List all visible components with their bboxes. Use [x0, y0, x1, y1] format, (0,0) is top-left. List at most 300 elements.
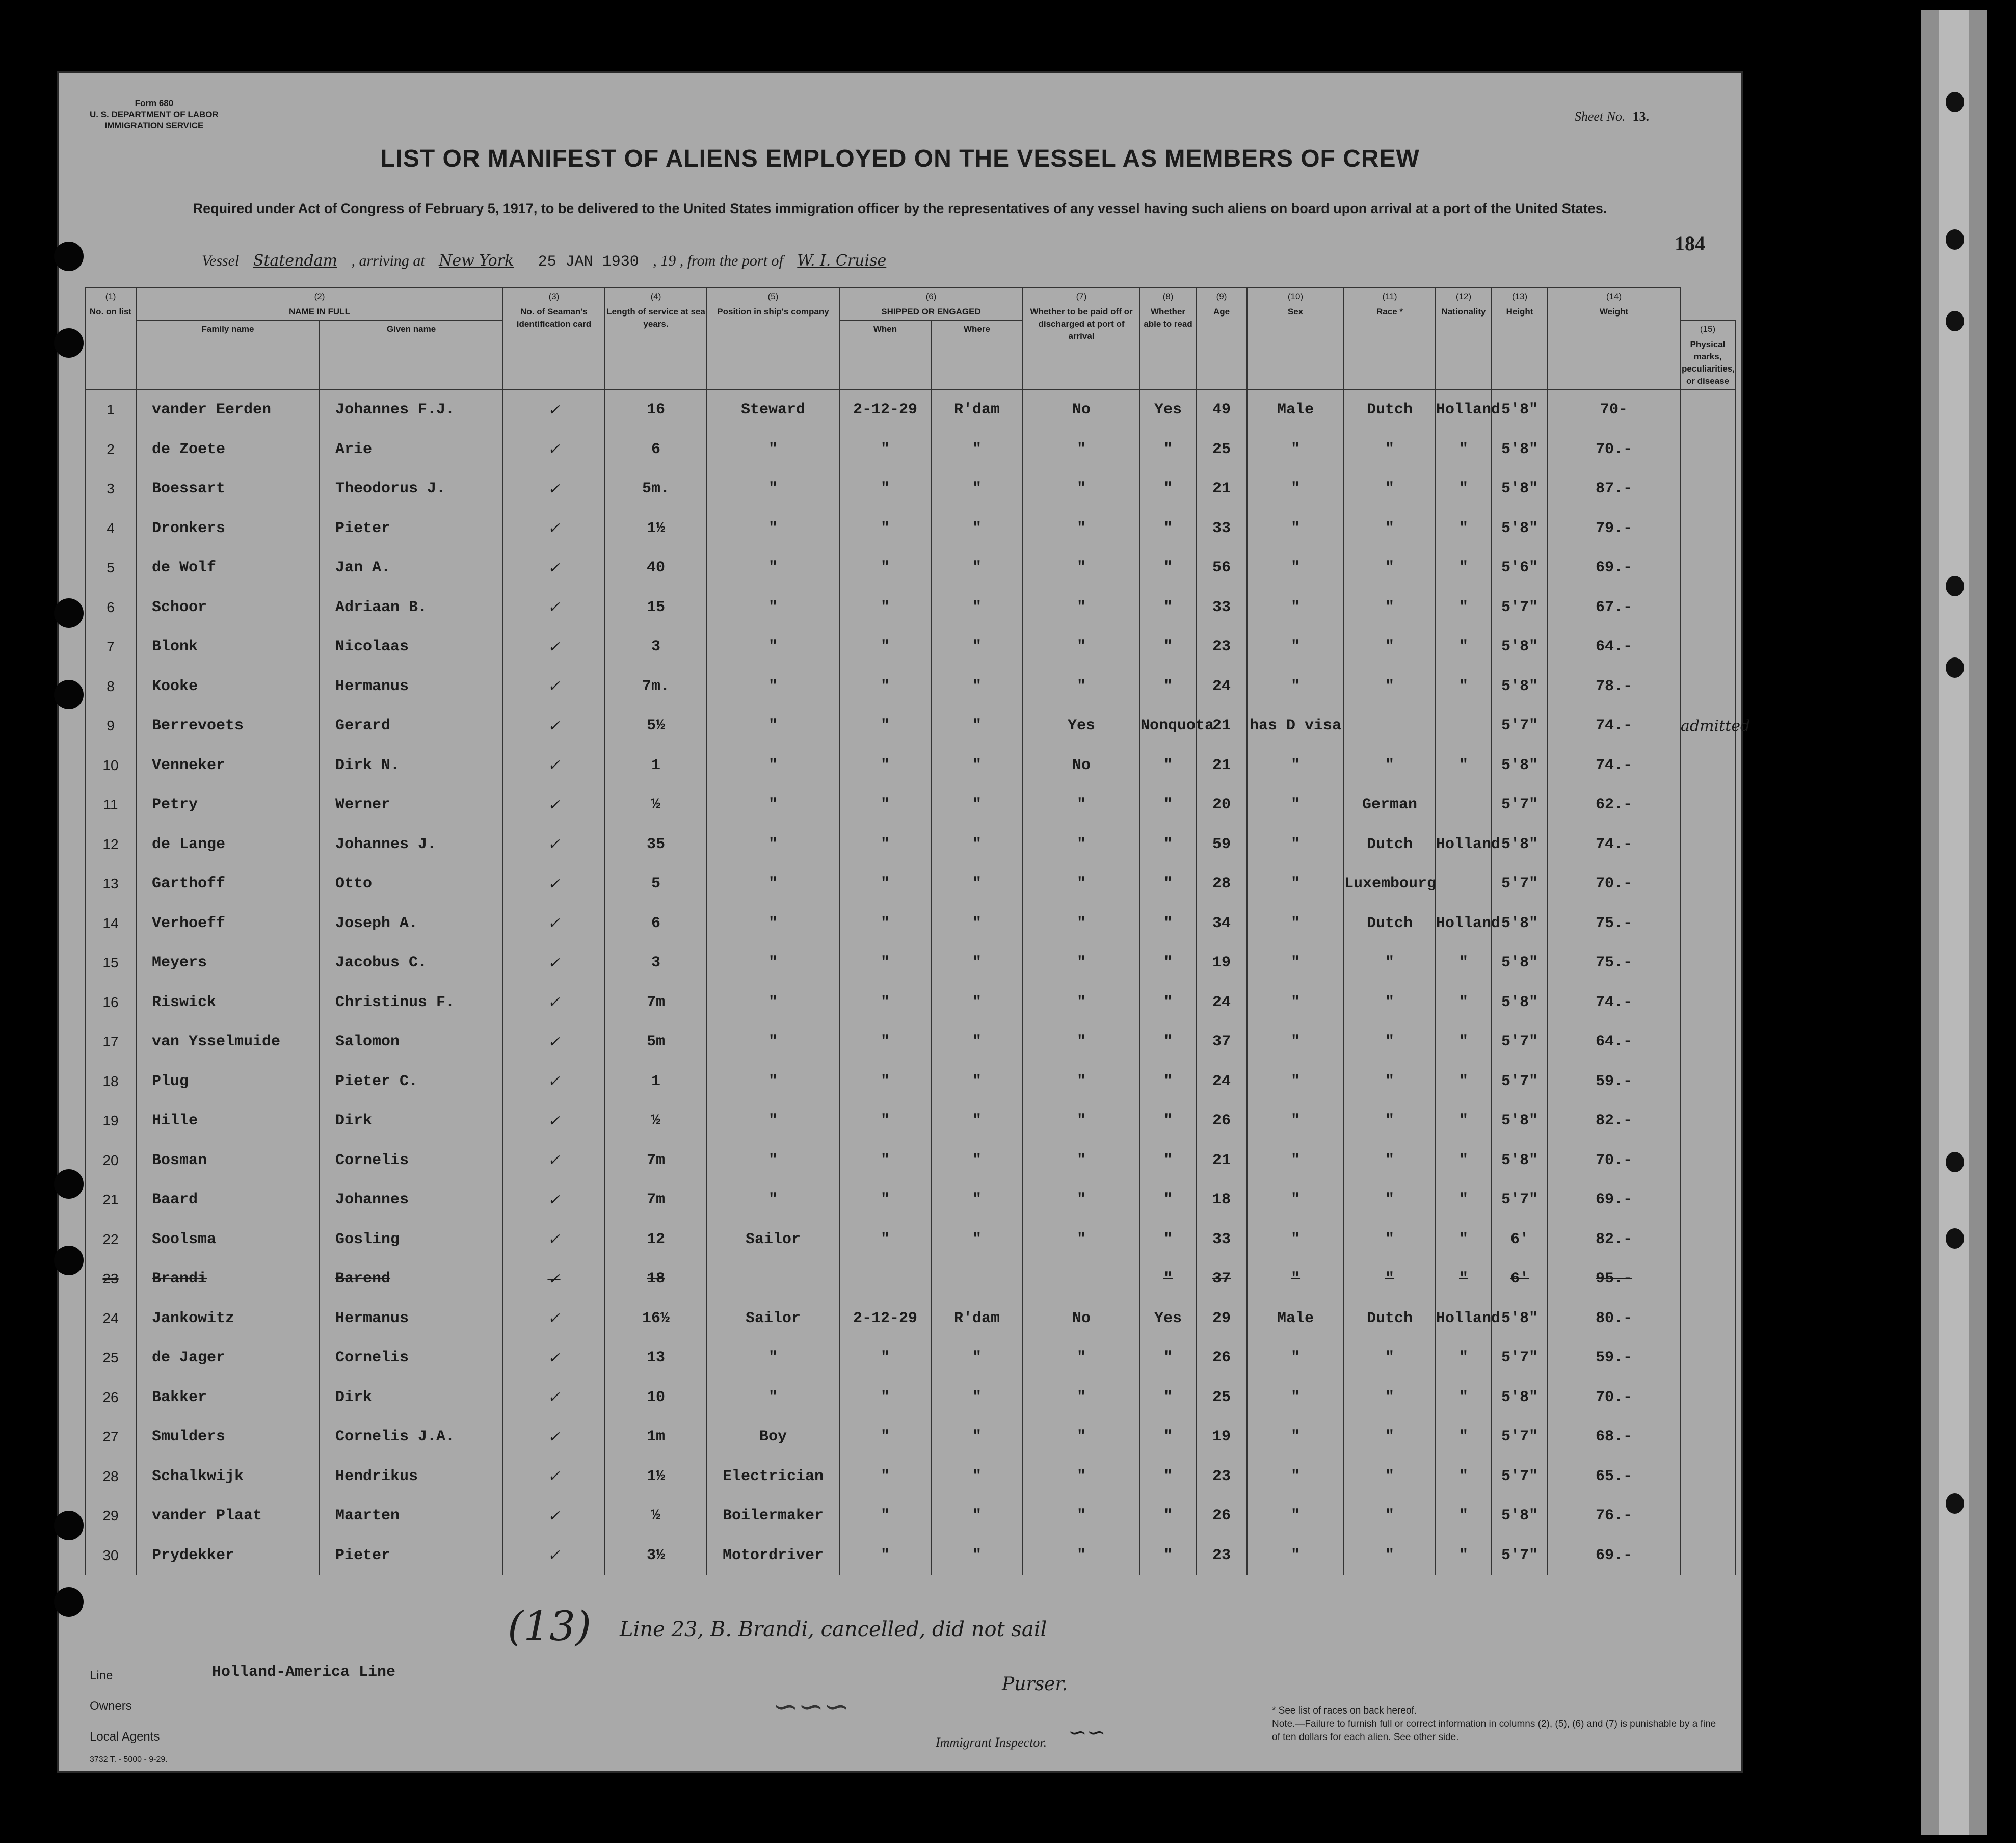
row-number-cell: 22	[85, 1220, 136, 1259]
family-name-cell: Plug	[136, 1062, 320, 1101]
shipped-where-cell: "	[931, 1457, 1023, 1496]
row-number-cell: 6	[85, 588, 136, 627]
row-number-cell: 7	[85, 627, 136, 667]
given-name-cell: Gerard	[320, 706, 503, 746]
page-subtitle: Required under Act of Congress of February 5, 1917, to be delivered to the United States immigration officer by the representatives of any vessel having such aliens on board upon arrival at a port of the United States.	[193, 201, 1607, 216]
table-row	[85, 904, 1735, 943]
shipped-where-cell: "	[931, 588, 1023, 627]
shipped-when-cell: "	[839, 1417, 931, 1457]
family-name-cell: Schoor	[136, 588, 320, 627]
id-card-check-cell: ✓	[503, 390, 605, 430]
nationality-cell: "	[1436, 588, 1492, 627]
physical-marks-cell	[1680, 864, 1735, 904]
binder-hole	[1946, 92, 1964, 112]
id-card-check-cell: ✓	[503, 983, 605, 1022]
age-cell: 28	[1196, 864, 1247, 904]
paid-off-cell: "	[1023, 1141, 1140, 1180]
table-row	[85, 785, 1735, 825]
col-shipped-header: (6) SHIPPED OR ENGAGED	[839, 288, 1023, 321]
family-name-cell: van Ysselmuide	[136, 1022, 320, 1062]
nationality-cell: "	[1436, 1338, 1492, 1378]
row-number-cell: 29	[85, 1496, 136, 1536]
sex-cell: "	[1247, 1496, 1344, 1536]
paid-off-cell: "	[1023, 904, 1140, 943]
family-name-cell: de Jager	[136, 1338, 320, 1378]
row-number-cell: 3	[85, 469, 136, 509]
race-cell: "	[1344, 469, 1436, 509]
stamped-page-number: 184	[1675, 232, 1705, 255]
race-cell: "	[1344, 627, 1436, 667]
given-name-cell: Pieter C.	[320, 1062, 503, 1101]
row-number-cell: 11	[85, 785, 136, 825]
position-cell: "	[707, 983, 839, 1022]
physical-marks-cell	[1680, 1101, 1735, 1141]
shipped-when-cell: "	[839, 1496, 931, 1536]
paid-off-cell: "	[1023, 785, 1140, 825]
table-row	[85, 469, 1735, 509]
able-to-read-cell: "	[1140, 1180, 1196, 1220]
position-cell: Motordriver	[707, 1536, 839, 1575]
age-cell: 24	[1196, 667, 1247, 706]
physical-marks-cell	[1680, 430, 1735, 469]
weight-cell: 74.-	[1548, 983, 1680, 1022]
immigrant-inspector-label: Immigrant Inspector.	[936, 1735, 1047, 1750]
id-card-check-cell: ✓	[503, 667, 605, 706]
shipped-where-cell: "	[931, 667, 1023, 706]
given-name-cell: Dirk N.	[320, 746, 503, 785]
age-cell: 21	[1196, 1141, 1247, 1180]
shipped-where-cell: "	[931, 509, 1023, 548]
table-row	[85, 390, 1735, 430]
id-card-check-cell: ✓	[503, 1062, 605, 1101]
table-row	[85, 983, 1735, 1022]
given-name-cell: Nicolaas	[320, 627, 503, 667]
row-number-cell: 9	[85, 706, 136, 746]
table-row	[85, 1496, 1735, 1536]
sex-cell: "	[1247, 1101, 1344, 1141]
col-race-header: (11) Race *	[1344, 288, 1436, 390]
service-length-cell: 1m	[605, 1417, 707, 1457]
race-cell: "	[1344, 1062, 1436, 1101]
manifest-sheet	[57, 71, 1750, 1773]
shipped-where-cell: R'dam	[931, 1299, 1023, 1338]
able-to-read-cell: "	[1140, 1417, 1196, 1457]
shipped-when-cell: "	[839, 509, 931, 548]
table-row	[85, 943, 1735, 983]
weight-cell: 75.-	[1548, 943, 1680, 983]
shipped-where-cell: "	[931, 864, 1023, 904]
table-row	[85, 1299, 1735, 1338]
paid-off-cell: "	[1023, 1536, 1140, 1575]
family-name-cell: Verhoeff	[136, 904, 320, 943]
service-length-cell: 1	[605, 1062, 707, 1101]
height-cell: 5'8"	[1492, 904, 1548, 943]
paid-off-cell: No	[1023, 746, 1140, 785]
physical-marks-cell	[1680, 904, 1735, 943]
service-length-cell: 5m.	[605, 469, 707, 509]
nationality-cell: "	[1436, 1220, 1492, 1259]
family-name-cell: Bakker	[136, 1378, 320, 1417]
weight-cell: 64.-	[1548, 1022, 1680, 1062]
footnote-penalty: Note.—Failure to furnish full or correct information in columns (2), (5), (6) and (7) is punishable by a fine of ten dollars for each alien. See other side.	[1272, 1719, 1716, 1743]
table-row	[85, 1141, 1735, 1180]
shipped-where-cell: "	[931, 430, 1023, 469]
service-length-cell: 7m.	[605, 667, 707, 706]
row-number-cell: 5	[85, 548, 136, 588]
given-name-cell: Salomon	[320, 1022, 503, 1062]
physical-marks-cell	[1680, 1022, 1735, 1062]
row-number-cell: 24	[85, 1299, 136, 1338]
weight-cell: 69.-	[1548, 1180, 1680, 1220]
age-cell: 21	[1196, 706, 1247, 746]
able-to-read-cell: "	[1140, 1536, 1196, 1575]
id-card-check-cell: ✓	[503, 627, 605, 667]
given-name-cell: Cornelis	[320, 1141, 503, 1180]
position-cell: "	[707, 943, 839, 983]
punch-hole	[54, 680, 84, 709]
col-age-header: (9) Age	[1196, 288, 1247, 390]
weight-cell: 64.-	[1548, 627, 1680, 667]
footnotes	[1272, 1704, 1720, 1744]
col-when-header: When	[839, 321, 931, 390]
position-cell: "	[707, 548, 839, 588]
sex-cell: "	[1247, 430, 1344, 469]
id-card-check-cell: ✓	[503, 785, 605, 825]
shipped-when-cell: "	[839, 785, 931, 825]
position-cell: "	[707, 864, 839, 904]
nationality-cell: "	[1436, 1378, 1492, 1417]
family-name-cell: Riswick	[136, 983, 320, 1022]
able-to-read-cell: "	[1140, 548, 1196, 588]
service-length-cell: 12	[605, 1220, 707, 1259]
id-card-check-cell: ✓	[503, 1220, 605, 1259]
service-length-cell: ½	[605, 785, 707, 825]
id-card-check-cell: ✓	[503, 469, 605, 509]
position-cell: "	[707, 825, 839, 864]
age-cell: 19	[1196, 943, 1247, 983]
age-cell: 21	[1196, 746, 1247, 785]
able-to-read-cell: "	[1140, 588, 1196, 627]
nationality-cell: "	[1436, 1417, 1492, 1457]
race-cell: Dutch	[1344, 825, 1436, 864]
race-cell: "	[1344, 983, 1436, 1022]
nationality-cell: "	[1436, 627, 1492, 667]
sex-cell: "	[1247, 1062, 1344, 1101]
position-cell: "	[707, 430, 839, 469]
shipped-when-cell: "	[839, 667, 931, 706]
given-name-cell: Johannes J.	[320, 825, 503, 864]
paid-off-cell: "	[1023, 1496, 1140, 1536]
race-cell: "	[1344, 746, 1436, 785]
service-length-cell: ½	[605, 1496, 707, 1536]
paid-off-cell: "	[1023, 1378, 1140, 1417]
shipped-when-cell: "	[839, 548, 931, 588]
family-name-cell: Boessart	[136, 469, 320, 509]
weight-cell: 70.-	[1548, 864, 1680, 904]
position-cell: "	[707, 469, 839, 509]
paid-off-cell: "	[1023, 1101, 1140, 1141]
service-length-cell: 16	[605, 390, 707, 430]
height-cell: 5'8"	[1492, 746, 1548, 785]
height-cell: 5'7"	[1492, 1180, 1548, 1220]
shipped-where-cell: "	[931, 706, 1023, 746]
physical-marks-cell	[1680, 588, 1735, 627]
nationality-cell: Holland	[1436, 825, 1492, 864]
col-given-name-header: Given name	[320, 321, 503, 390]
age-cell: 23	[1196, 1536, 1247, 1575]
height-cell: 5'7"	[1492, 1022, 1548, 1062]
shipped-when-cell: "	[839, 1378, 931, 1417]
nationality-cell: "	[1436, 1457, 1492, 1496]
shipped-when-cell: "	[839, 469, 931, 509]
position-cell: "	[707, 1141, 839, 1180]
shipped-when-cell: "	[839, 825, 931, 864]
height-cell: 5'7"	[1492, 864, 1548, 904]
paid-off-cell: "	[1023, 588, 1140, 627]
table-row	[85, 1536, 1735, 1575]
paid-off-cell: "	[1023, 627, 1140, 667]
col-id-card-header: (3) No. of Seaman's identification card	[503, 288, 605, 390]
table-row	[85, 825, 1735, 864]
id-card-check-cell: ✓	[503, 746, 605, 785]
binder-hole	[1946, 1493, 1964, 1514]
from-label: , from the port of	[679, 252, 783, 269]
race-cell: "	[1344, 1180, 1436, 1220]
year-label: , 19	[653, 252, 676, 269]
punch-hole	[54, 242, 84, 271]
family-name-cell: Petry	[136, 785, 320, 825]
sex-cell: "	[1247, 825, 1344, 864]
race-cell: "	[1344, 430, 1436, 469]
age-cell: 26	[1196, 1101, 1247, 1141]
service-length-cell: 3	[605, 943, 707, 983]
height-cell: 5'7"	[1492, 1338, 1548, 1378]
position-cell: "	[707, 785, 839, 825]
binder-hole	[1946, 1152, 1964, 1172]
punch-hole	[54, 1169, 84, 1199]
able-to-read-cell: "	[1140, 1457, 1196, 1496]
service-length-cell: 13	[605, 1338, 707, 1378]
shipped-where-cell: "	[931, 1220, 1023, 1259]
physical-marks-cell	[1680, 1338, 1735, 1378]
sex-cell: "	[1247, 469, 1344, 509]
physical-marks-cell	[1680, 1062, 1735, 1101]
sex-cell: Male	[1247, 390, 1344, 430]
shipped-where-cell: "	[931, 548, 1023, 588]
weight-cell: 95.-	[1548, 1259, 1680, 1299]
col-family-name-header: Family name	[136, 321, 320, 390]
race-cell: Dutch	[1344, 1299, 1436, 1338]
paid-off-cell: "	[1023, 864, 1140, 904]
paid-off-cell: "	[1023, 983, 1140, 1022]
able-to-read-cell: "	[1140, 864, 1196, 904]
shipped-where-cell: "	[931, 1378, 1023, 1417]
shipped-where-cell: "	[931, 904, 1023, 943]
nationality-cell: "	[1436, 548, 1492, 588]
sex-cell: "	[1247, 1338, 1344, 1378]
table-row	[85, 1062, 1735, 1101]
sex-cell: "	[1247, 1417, 1344, 1457]
age-cell: 25	[1196, 1378, 1247, 1417]
punch-hole	[54, 1511, 84, 1540]
sex-cell: "	[1247, 1141, 1344, 1180]
age-cell: 33	[1196, 588, 1247, 627]
local-agents-label: Local Agents	[90, 1730, 160, 1744]
col-weight-header: (14) Weight	[1548, 288, 1680, 390]
sex-cell: "	[1247, 1220, 1344, 1259]
id-card-check-cell: ✓	[503, 1496, 605, 1536]
physical-marks-cell	[1680, 825, 1735, 864]
position-cell: Steward	[707, 390, 839, 430]
race-cell: Dutch	[1344, 390, 1436, 430]
sex-cell: "	[1247, 588, 1344, 627]
height-cell: 6'	[1492, 1259, 1548, 1299]
position-cell: "	[707, 1180, 839, 1220]
height-cell: 5'8"	[1492, 1496, 1548, 1536]
paid-off-cell: "	[1023, 1457, 1140, 1496]
race-cell: "	[1344, 1417, 1436, 1457]
family-name-cell: Bosman	[136, 1141, 320, 1180]
height-cell: 5'8"	[1492, 1101, 1548, 1141]
row-number-cell: 18	[85, 1062, 136, 1101]
service-length-cell: 7m	[605, 983, 707, 1022]
family-name-cell: de Lange	[136, 825, 320, 864]
physical-marks-cell	[1680, 627, 1735, 667]
age-cell: 33	[1196, 1220, 1247, 1259]
height-cell: 5'8"	[1492, 1141, 1548, 1180]
shipped-when-cell: "	[839, 430, 931, 469]
family-name-cell: Garthoff	[136, 864, 320, 904]
shipped-when-cell: "	[839, 1101, 931, 1141]
service-length-cell: 1½	[605, 1457, 707, 1496]
table-row	[85, 430, 1735, 469]
table-row	[85, 627, 1735, 667]
family-name-cell: Kooke	[136, 667, 320, 706]
weight-cell: 76.-	[1548, 1496, 1680, 1536]
sex-cell: "	[1247, 904, 1344, 943]
shipped-where-cell: "	[931, 825, 1023, 864]
position-cell: "	[707, 627, 839, 667]
purser-signature: ∽∽∽	[773, 1689, 850, 1725]
table-row	[85, 667, 1735, 706]
given-name-cell: Christinus F.	[320, 983, 503, 1022]
race-cell: "	[1344, 1338, 1436, 1378]
race-cell: "	[1344, 1496, 1436, 1536]
col-read-header: (8) Whether able to read	[1140, 288, 1196, 390]
height-cell: 5'7"	[1492, 1417, 1548, 1457]
race-cell: "	[1344, 588, 1436, 627]
weight-cell: 75.-	[1548, 904, 1680, 943]
able-to-read-cell: "	[1140, 904, 1196, 943]
nationality-cell: "	[1436, 1141, 1492, 1180]
shipped-where-cell: "	[931, 1536, 1023, 1575]
id-card-check-cell: ✓	[503, 1338, 605, 1378]
line-value: Holland-America Line	[212, 1664, 396, 1681]
col-height-header: (13) Height	[1492, 288, 1548, 390]
table-row	[85, 1220, 1735, 1259]
race-cell: "	[1344, 509, 1436, 548]
paid-off-cell: "	[1023, 1220, 1140, 1259]
shipped-when-cell: "	[839, 1220, 931, 1259]
id-card-check-cell: ✓	[503, 943, 605, 983]
id-card-check-cell: ✓	[503, 548, 605, 588]
service-length-cell: 5m	[605, 1022, 707, 1062]
header-row	[85, 288, 1735, 321]
able-to-read-cell: "	[1140, 1338, 1196, 1378]
physical-marks-cell	[1680, 943, 1735, 983]
race-cell: "	[1344, 943, 1436, 983]
able-to-read-cell: "	[1140, 469, 1196, 509]
race-cell: "	[1344, 1141, 1436, 1180]
row-number-cell: 25	[85, 1338, 136, 1378]
paid-off-cell: "	[1023, 943, 1140, 983]
physical-marks-cell	[1680, 1378, 1735, 1417]
col-service-header: (4) Length of service at sea years.	[605, 288, 707, 390]
height-cell: 5'8"	[1492, 1299, 1548, 1338]
age-cell: 56	[1196, 548, 1247, 588]
service-length-cell: 7m	[605, 1180, 707, 1220]
weight-cell: 68.-	[1548, 1417, 1680, 1457]
physical-marks-cell	[1680, 1220, 1735, 1259]
given-name-cell: Jan A.	[320, 548, 503, 588]
punch-hole	[54, 328, 84, 358]
nationality-cell: "	[1436, 1536, 1492, 1575]
able-to-read-cell: "	[1140, 509, 1196, 548]
crew-rows	[85, 390, 1750, 1575]
given-name-cell: Joseph A.	[320, 904, 503, 943]
sex-cell: "	[1247, 1259, 1344, 1299]
physical-marks-cell	[1680, 1536, 1735, 1575]
paid-off-cell: "	[1023, 548, 1140, 588]
row-number-cell: 20	[85, 1141, 136, 1180]
position-cell: "	[707, 1022, 839, 1062]
family-name-cell: Soolsma	[136, 1220, 320, 1259]
table-row	[85, 1259, 1735, 1299]
binder-hole	[1946, 229, 1964, 250]
shipped-where-cell: "	[931, 1180, 1023, 1220]
race-cell: "	[1344, 1022, 1436, 1062]
paid-off-cell: "	[1023, 509, 1140, 548]
given-name-cell: Barend	[320, 1259, 503, 1299]
able-to-read-cell: "	[1140, 825, 1196, 864]
nationality-cell: Holland	[1436, 390, 1492, 430]
row-number-cell: 26	[85, 1378, 136, 1417]
weight-cell: 70.-	[1548, 1378, 1680, 1417]
sheet-label: Sheet No.	[1574, 109, 1626, 124]
shipped-when-cell: "	[839, 983, 931, 1022]
service-length-cell: 1	[605, 746, 707, 785]
weight-cell: 70-	[1548, 390, 1680, 430]
age-cell: 21	[1196, 469, 1247, 509]
paid-off-cell: "	[1023, 469, 1140, 509]
form-number: Form 680	[135, 98, 174, 108]
height-cell: 5'8"	[1492, 430, 1548, 469]
shipped-when-cell: "	[839, 588, 931, 627]
family-name-cell: de Zoete	[136, 430, 320, 469]
table-row	[85, 548, 1735, 588]
physical-marks-cell	[1680, 1457, 1735, 1496]
shipped-where-cell: "	[931, 627, 1023, 667]
row-number-cell: 14	[85, 904, 136, 943]
shipped-when-cell: "	[839, 904, 931, 943]
age-cell: 23	[1196, 1457, 1247, 1496]
shipped-where-cell: "	[931, 1496, 1023, 1536]
weight-cell: 69.-	[1548, 1536, 1680, 1575]
id-card-check-cell: ✓	[503, 904, 605, 943]
nationality-cell	[1436, 864, 1492, 904]
row-number-cell: 19	[85, 1101, 136, 1141]
id-card-check-cell: ✓	[503, 1378, 605, 1417]
